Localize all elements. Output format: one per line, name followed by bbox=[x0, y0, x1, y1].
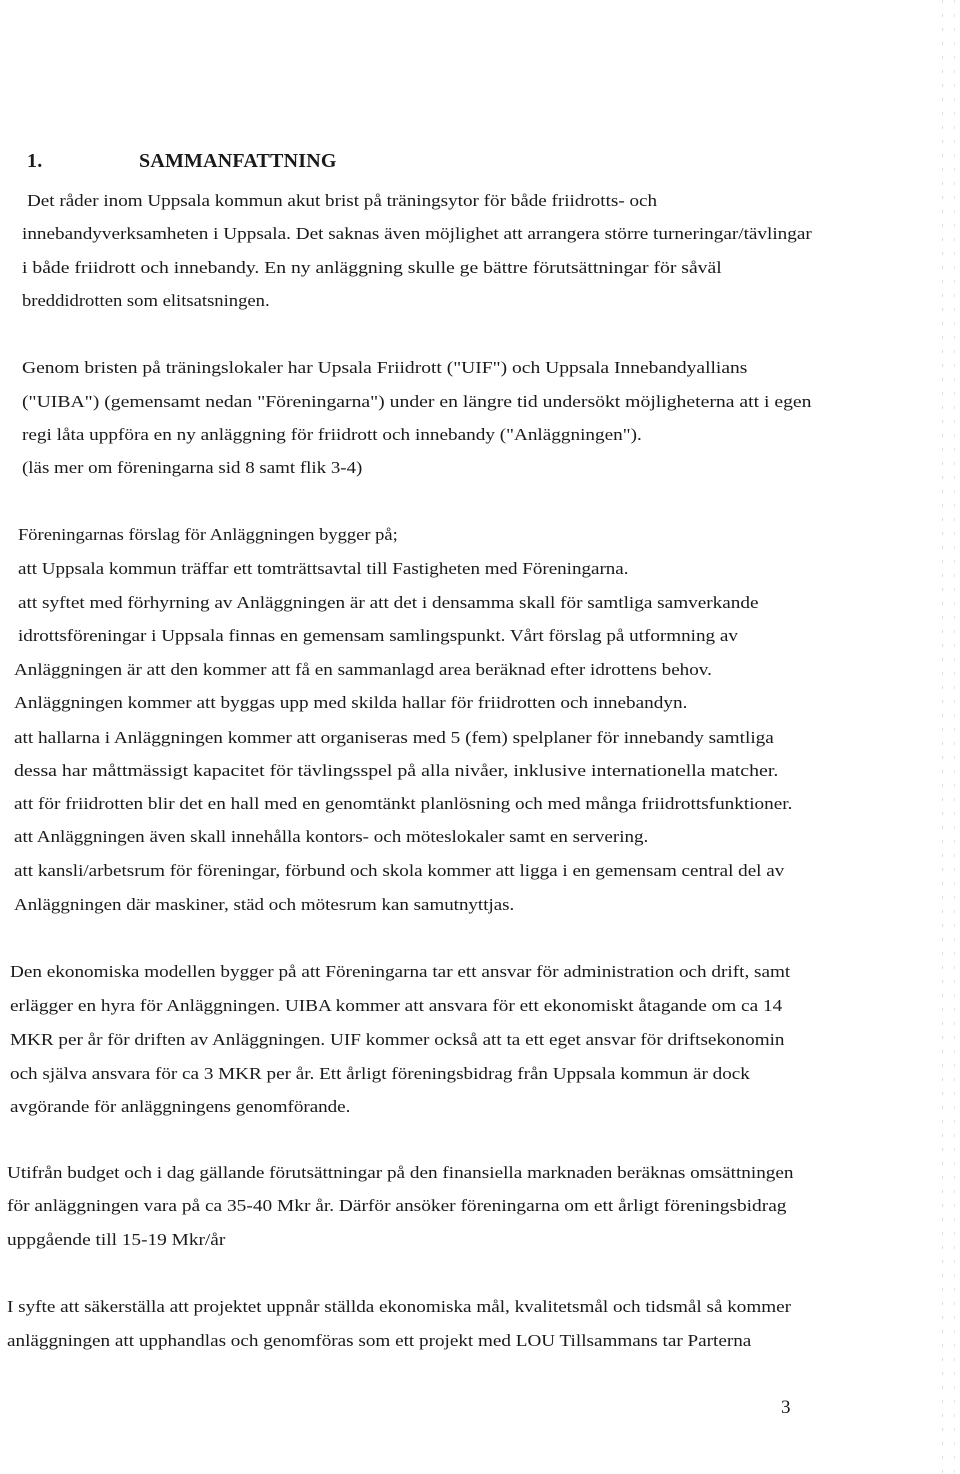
text-line: Föreningarnas förslag för Anläggningen bygger på; bbox=[18, 525, 398, 544]
text-line: ("UIBA") (gemensamt nedan "Föreningarna") under en längre tid undersökt möjligheterna att i egen bbox=[22, 392, 812, 411]
section-heading bbox=[27, 150, 337, 173]
text-line: och själva ansvara för ca 3 MKR per år. Ett årligt föreningsbidrag från Uppsala kommun är dock bbox=[10, 1064, 750, 1083]
text-line: (läs mer om föreningarna sid 8 samt flik 3-4) bbox=[22, 458, 363, 477]
text-line: att kansli/arbetsrum för föreningar, förbund och skola kommer att ligga i en gemensam central del av bbox=[14, 861, 785, 880]
section-number: 1. bbox=[27, 150, 43, 172]
text-line: I syfte att säkerställa att projektet uppnår ställda ekonomiska mål, kvalitetsmål och tidsmål så kommer bbox=[7, 1297, 792, 1316]
text-line: Anläggningen kommer att byggas upp med skilda hallar för friidrotten och innebandyn. bbox=[14, 693, 688, 712]
text-line: MKR per år för driften av Anläggningen. UIF kommer också att ta ett eget ansvar för driftsekonomin bbox=[10, 1030, 785, 1049]
text-line: i både friidrott och innebandy. En ny anläggning skulle ge bättre förutsättningar för såväl bbox=[22, 258, 722, 277]
scan-edge-line bbox=[954, 0, 955, 1474]
text-line: att hallarna i Anläggningen kommer att organiseras med 5 (fem) spelplaner för innebandy samtliga bbox=[14, 728, 774, 747]
text-line: Genom bristen på träningslokaler har Upsala Friidrott ("UIF") och Uppsala Innebandyallians bbox=[22, 358, 748, 377]
text-line: Utifrån budget och i dag gällande förutsättningar på den finansiella marknaden beräknas omsättningen bbox=[7, 1163, 794, 1182]
text-line: för anläggningen vara på ca 35-40 Mkr år. Därför ansöker föreningarna om ett årligt föreningsbidrag bbox=[7, 1196, 787, 1215]
text-line: att Uppsala kommun träffar ett tomträttsavtal till Fastigheten med Föreningarna. bbox=[18, 559, 629, 578]
page-number: 3 bbox=[781, 1397, 791, 1418]
text-line: innebandyverksamheten i Uppsala. Det saknas även möjlighet att arrangera större turneringar/tävlingar bbox=[22, 224, 812, 243]
text-line: uppgående till 15-19 Mkr/år bbox=[7, 1230, 226, 1249]
text-line: avgörande för anläggningens genomförande. bbox=[10, 1097, 351, 1116]
text-line: Anläggningen där maskiner, städ och mötesrum kan samutnyttjas. bbox=[14, 895, 515, 914]
text-line: anläggningen att upphandlas och genomföras som ett projekt med LOU Tillsammans tar Parterna bbox=[7, 1331, 752, 1350]
text-line: dessa har måttmässigt kapacitet för tävlingsspel på alla nivåer, inklusive internationella matcher. bbox=[14, 761, 779, 780]
text-line: idrottsföreningar i Uppsala finnas en gemensam samlingspunkt. Vårt förslag på utformning av bbox=[18, 626, 738, 645]
text-line: Den ekonomiska modellen bygger på att Föreningarna tar ett ansvar för administration och drift, samt bbox=[10, 962, 791, 981]
text-line: att för friidrotten blir det en hall med en genomtänkt planlösning och med många friidrottsfunktioner. bbox=[14, 794, 793, 813]
text-line: erlägger en hyra för Anläggningen. UIBA kommer att ansvara för ett ekonomiskt åtagande om ca 14 bbox=[10, 996, 783, 1015]
section-title: SAMMANFATTNING bbox=[139, 150, 337, 172]
text-line: Det råder inom Uppsala kommun akut brist på träningsytor för både friidrotts- och bbox=[27, 191, 658, 210]
text-line: regi låta uppföra en ny anläggning för friidrott och innebandy ("Anläggningen"). bbox=[22, 425, 642, 444]
text-line: att Anläggningen även skall innehålla kontors- och möteslokaler samt en servering. bbox=[14, 827, 649, 846]
text-line: att syftet med förhyrning av Anläggningen är att det i densamma skall för samtliga samverkande bbox=[18, 593, 759, 612]
text-line: breddidrotten som elitsatsningen. bbox=[22, 291, 270, 310]
scan-edge-line bbox=[942, 0, 943, 1474]
text-line: Anläggningen är att den kommer att få en sammanlagd area beräknad efter idrottens behov. bbox=[14, 660, 712, 679]
